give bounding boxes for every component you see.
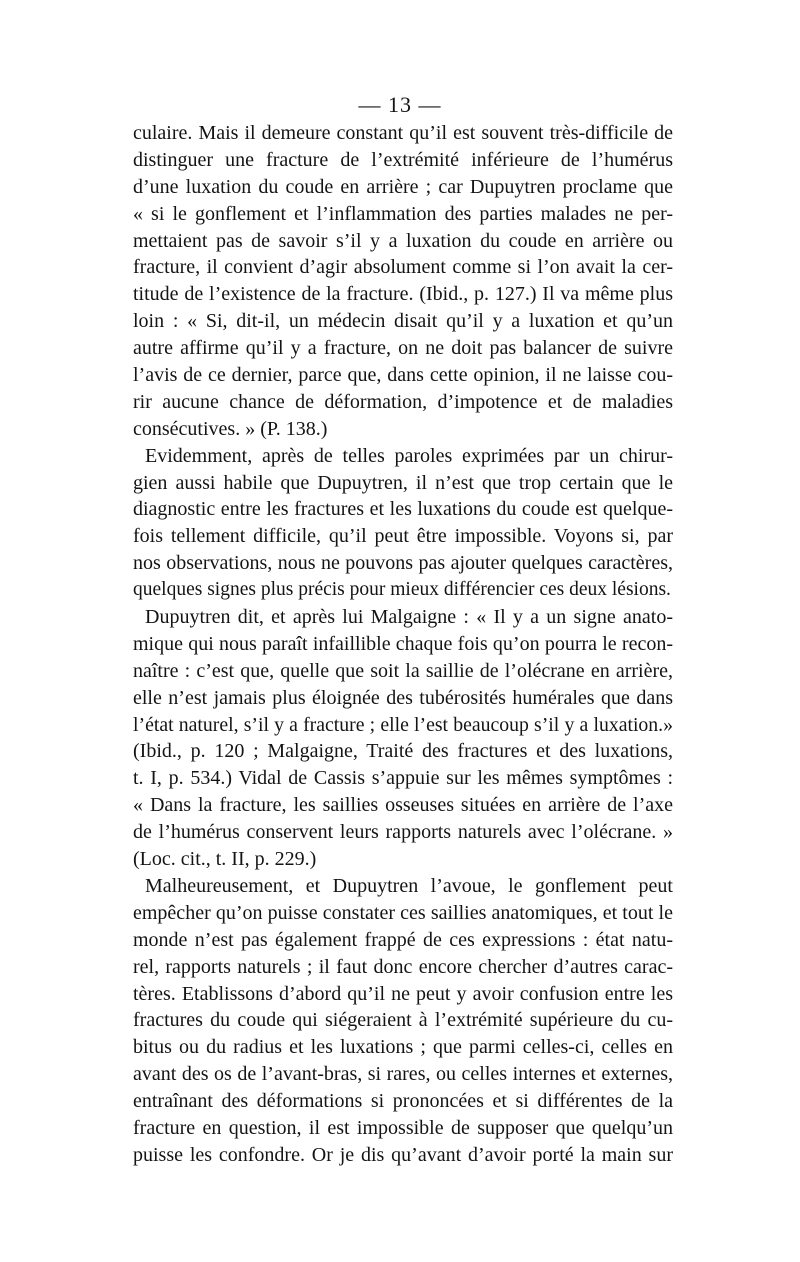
text-line: (Loc. cit., t. II, p. 229.) [133,848,317,871]
text-line: t. I, p. 534.) Vidal de Cassis s’appuie sur les mêmes symptômes : [133,767,673,790]
text-line: autre affirme qu’il y a fracture, on ne doit pas balancer de suivre [133,337,673,360]
text-line: quelques signes plus précis pour mieux différencier ces deux lésions. [133,579,671,601]
text-line: tères. Etablissons d’abord qu’il ne peut y avoir confusion entre les [133,982,673,1005]
text-line: nos observations, nous ne pouvons pas ajouter quelques caractères, [133,552,673,575]
text-line: Evidemment, après de telles paroles exprimées par un chirur- [145,444,673,467]
text-line: avant des os de l’avant-bras, si rares, ou celles internes et externes, [133,1063,673,1086]
text-line: rel, rapports naturels ; il faut donc encore chercher d’autres carac- [133,955,673,978]
text-line: « Dans la fracture, les saillies osseuses situées en arrière de l’axe [133,794,673,817]
text-line: fracture, il convient d’agir absolument comme si l’on avait la cer- [133,256,673,279]
text-line: empêcher qu’on puisse constater ces saillies anatomiques, et tout le [133,901,673,924]
text-line: distinguer une fracture de l’extrémité inférieure de l’humérus [133,148,673,171]
text-line: loin : « Si, dit-il, un médecin disait qu’il y a luxation et qu’un [133,310,673,333]
text-line: diagnostic entre les fractures et les luxations du coude est quelque- [133,498,673,521]
text-line: d’une luxation du coude en arrière ; car Dupuytren proclame que [133,175,673,198]
text-line: entraînant des déformations si prononcées et si différentes de la [133,1090,673,1113]
text-line: (Ibid., p. 120 ; Malgaigne, Traité des fractures et des luxations, [133,740,673,763]
text-line: fois tellement difficile, qu’il peut être impossible. Voyons si, par [133,525,673,548]
text-line: de l’humérus conservent leurs rapports naturels avec l’olécrane. » [133,821,673,844]
text-line: mique qui nous paraît infaillible chaque fois qu’on pourra le recon- [133,632,673,655]
text-line: « si le gonflement et l’inflammation des parties malades ne per- [133,202,673,225]
text-line: puisse les confondre. Or je dis qu’avant d’avoir porté la main sur [133,1143,673,1166]
text-line: bitus ou du radius et les luxations ; que parmi celles-ci, celles en [133,1036,673,1059]
text-line: naître : c’est que, quelle que soit la saillie de l’olécrane en arrière, [133,659,673,682]
text-line: fractures du coude qui siégeraient à l’extrémité supérieure du cu- [133,1009,673,1032]
text-line: fracture en question, il est impossible de supposer que quelqu’un [133,1116,673,1139]
text-line: Dupuytren dit, et après lui Malgaigne : « Il y a un signe anato- [145,606,673,629]
text-line: mettaient pas de savoir s’il y a luxation du coude en arrière ou [133,229,673,252]
text-line: culaire. Mais il demeure constant qu’il est souvent très-difficile de [133,122,673,144]
page-number: — 13 — [358,92,442,117]
body-text [133,120,673,1169]
text-line: monde n’est pas également frappé de ces expressions : état natu- [133,928,673,951]
text-line: gien aussi habile que Dupuytren, il n’est que trop certain que le [133,471,673,494]
text-line: l’avis de ce dernier, parce que, dans cette opinion, il ne laisse cou- [133,364,673,387]
text-line: elle n’est jamais plus éloignée des tubérosités humérales que dans [133,686,673,709]
text-line: titude de l’existence de la fracture. (Ibid., p. 127.) Il va même plus [133,283,673,306]
text-line: Malheureusement, et Dupuytren l’avoue, le gonflement peut [145,874,673,897]
text-line: consécutives. » (P. 138.) [133,417,328,440]
text-line: l’état naturel, s’il y a fracture ; elle l’est beaucoup s’il y a luxation.» [133,713,673,736]
text-line: rir aucune chance de déformation, d’impotence et de maladies [133,390,673,413]
